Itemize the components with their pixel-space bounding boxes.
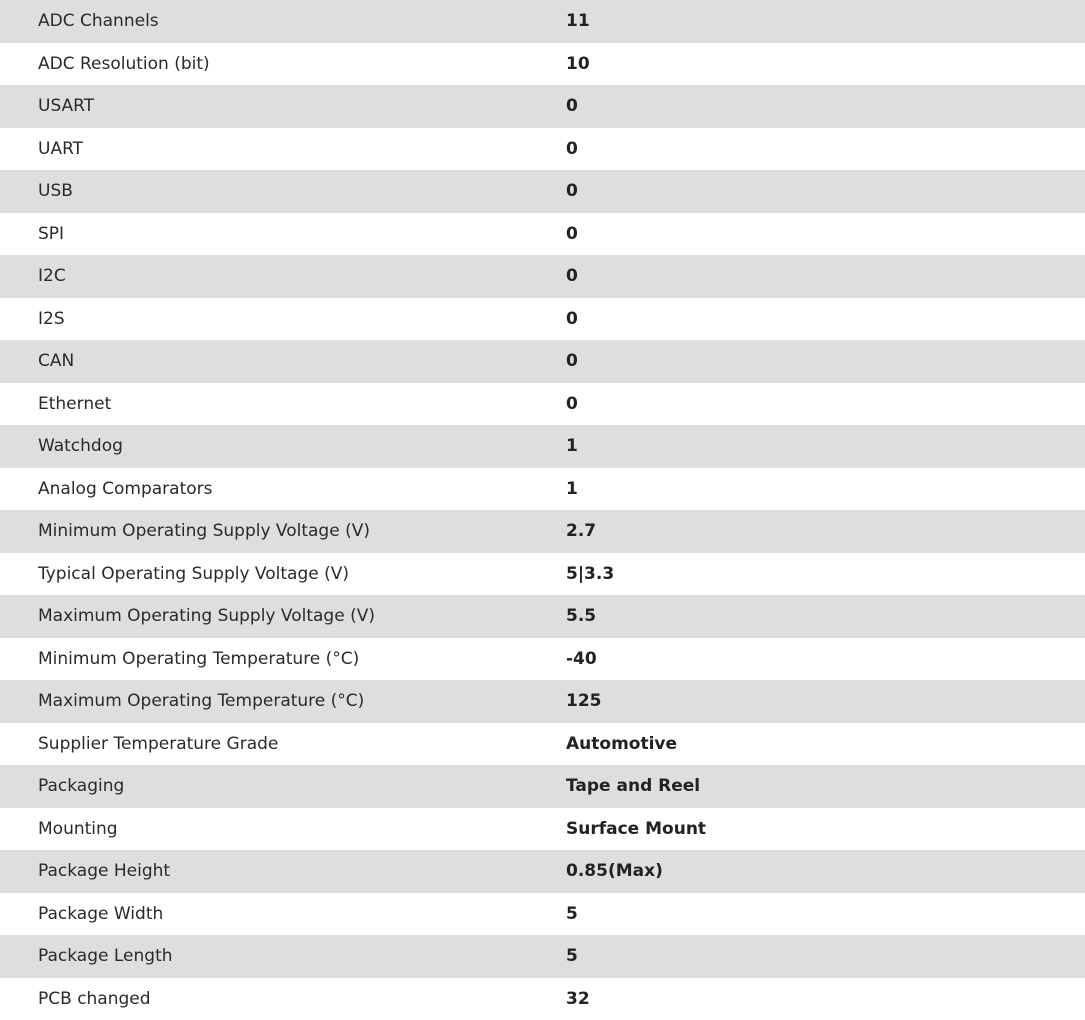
table-row bbox=[0, 723, 1085, 766]
table-row bbox=[0, 255, 1085, 298]
table-row bbox=[0, 510, 1085, 553]
spec-name-cell: Packaging bbox=[0, 765, 566, 808]
table-row bbox=[0, 383, 1085, 426]
spec-value-cell: 5 bbox=[566, 893, 1085, 936]
spec-value-cell: 1 bbox=[566, 468, 1085, 511]
spec-value-cell: 0 bbox=[566, 213, 1085, 256]
table-row bbox=[0, 553, 1085, 596]
table-row bbox=[0, 638, 1085, 681]
spec-name-cell: Maximum Operating Temperature (°C) bbox=[0, 680, 566, 723]
table-row bbox=[0, 43, 1085, 86]
spec-name-cell: Analog Comparators bbox=[0, 468, 566, 511]
spec-value-cell: 0 bbox=[566, 170, 1085, 213]
table-row bbox=[0, 0, 1085, 43]
spec-name-cell: ADC Channels bbox=[0, 0, 566, 43]
spec-value-cell: 2.7 bbox=[566, 510, 1085, 553]
spec-name-cell: Package Length bbox=[0, 935, 566, 978]
spec-value-cell: 0 bbox=[566, 340, 1085, 383]
spec-name-cell: ADC Resolution (bit) bbox=[0, 43, 566, 86]
table-row bbox=[0, 850, 1085, 893]
spec-name-cell: Minimum Operating Temperature (°C) bbox=[0, 638, 566, 681]
spec-name-cell: SPI bbox=[0, 213, 566, 256]
spec-value-cell: 5|3.3 bbox=[566, 553, 1085, 596]
spec-name-cell: USB bbox=[0, 170, 566, 213]
table-row bbox=[0, 468, 1085, 511]
spec-name-cell: Watchdog bbox=[0, 425, 566, 468]
spec-name-cell: UART bbox=[0, 128, 566, 171]
spec-value-cell: 0.85(Max) bbox=[566, 850, 1085, 893]
table-row bbox=[0, 128, 1085, 171]
spec-name-cell: Supplier Temperature Grade bbox=[0, 723, 566, 766]
spec-name-cell: Typical Operating Supply Voltage (V) bbox=[0, 553, 566, 596]
spec-value-cell: Tape and Reel bbox=[566, 765, 1085, 808]
spec-name-cell: I2C bbox=[0, 255, 566, 298]
spec-name-cell: Maximum Operating Supply Voltage (V) bbox=[0, 595, 566, 638]
spec-name-cell: USART bbox=[0, 85, 566, 128]
table-row bbox=[0, 340, 1085, 383]
spec-value-cell: 0 bbox=[566, 383, 1085, 426]
table-row bbox=[0, 85, 1085, 128]
table-row bbox=[0, 765, 1085, 808]
spec-value-cell: 10 bbox=[566, 43, 1085, 86]
table-row bbox=[0, 978, 1085, 1020]
spec-name-cell: Package Height bbox=[0, 850, 566, 893]
spec-value-cell: 5.5 bbox=[566, 595, 1085, 638]
spec-value-cell: -40 bbox=[566, 638, 1085, 681]
table-row bbox=[0, 213, 1085, 256]
spec-name-cell: Minimum Operating Supply Voltage (V) bbox=[0, 510, 566, 553]
spec-name-cell: Mounting bbox=[0, 808, 566, 851]
spec-value-cell: 0 bbox=[566, 255, 1085, 298]
spec-value-cell: 0 bbox=[566, 128, 1085, 171]
table-row bbox=[0, 893, 1085, 936]
spec-value-cell: Surface Mount bbox=[566, 808, 1085, 851]
spec-name-cell: PCB changed bbox=[0, 978, 566, 1020]
table-row bbox=[0, 935, 1085, 978]
table-row bbox=[0, 425, 1085, 468]
spec-name-cell: Package Width bbox=[0, 893, 566, 936]
spec-name-cell: Ethernet bbox=[0, 383, 566, 426]
spec-value-cell: Automotive bbox=[566, 723, 1085, 766]
spec-value-cell: 11 bbox=[566, 0, 1085, 43]
spec-value-cell: 0 bbox=[566, 298, 1085, 341]
table-row bbox=[0, 170, 1085, 213]
spec-name-cell: I2S bbox=[0, 298, 566, 341]
spec-value-cell: 125 bbox=[566, 680, 1085, 723]
spec-value-cell: 5 bbox=[566, 935, 1085, 978]
spec-value-cell: 32 bbox=[566, 978, 1085, 1020]
spec-name-cell: CAN bbox=[0, 340, 566, 383]
table-row bbox=[0, 680, 1085, 723]
spec-value-cell: 0 bbox=[566, 85, 1085, 128]
table-row bbox=[0, 808, 1085, 851]
table-row bbox=[0, 298, 1085, 341]
spec-value-cell: 1 bbox=[566, 425, 1085, 468]
table-row bbox=[0, 595, 1085, 638]
